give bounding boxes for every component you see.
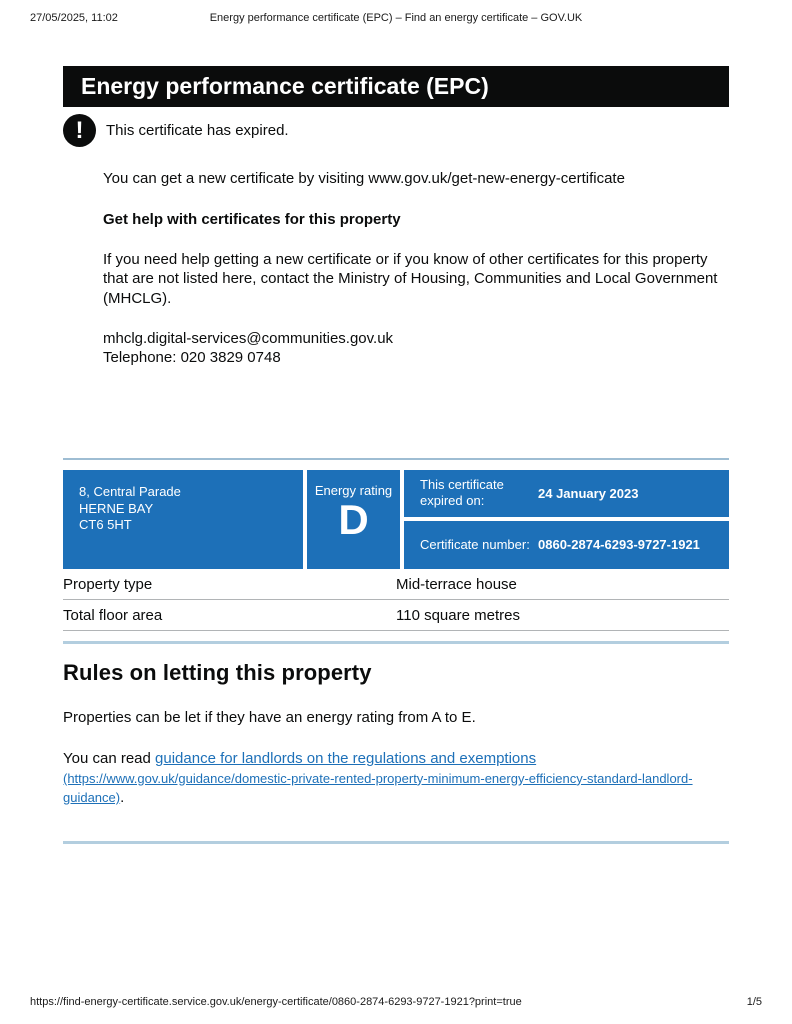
table-row <box>63 600 729 631</box>
section-divider <box>63 841 729 844</box>
print-source-url: https://find-energy-certificate.service.gov.uk/energy-certificate/0860-2874-6293-9727-1921?print=true <box>30 996 522 1008</box>
certificate-number-value: 0860-2874-6293-9727-1921 <box>538 537 700 553</box>
new-certificate-paragraph: You can get a new certificate by visiting www.gov.uk/get-new-energy-certificate <box>103 170 625 188</box>
print-page-number: 1/5 <box>746 996 762 1008</box>
contact-block <box>103 330 729 368</box>
expired-notice-text: This certificate has expired. <box>106 122 289 140</box>
property-type-value: Mid-terrace house <box>396 575 517 593</box>
property-address <box>63 470 303 569</box>
certificate-number-row <box>404 521 729 569</box>
contact-email: mhclg.digital-services@communities.gov.uk <box>103 330 394 348</box>
help-body-paragraph: If you need help getting a new certificate or if you know of other certificates for this property that are not listed here, contact the Ministry of Housing, Communities and Local Government (MHCLG). <box>103 250 718 307</box>
landlord-guidance-link-text: guidance for landlords on the regulations and exemptions <box>155 750 537 768</box>
rules-heading: Rules on letting this property <box>63 659 372 685</box>
rules-section <box>63 660 729 844</box>
rules-paragraph-1: Properties can be let if they have an energy rating from A to E. <box>63 708 476 726</box>
address-line-3: CT6 5HT <box>79 517 132 533</box>
table-row <box>63 569 729 600</box>
page-title-banner <box>63 66 729 107</box>
address-line-2: HERNE BAY <box>79 500 154 516</box>
browser-print-header <box>30 12 762 24</box>
print-datetime: 27/05/2025, 11:02 <box>30 12 118 24</box>
read-prefix-text: You can read <box>63 750 156 768</box>
rules-paragraph-2 <box>63 749 729 808</box>
floor-area-label: Total floor area <box>63 606 163 624</box>
read-suffix-text: . <box>120 789 125 807</box>
landlord-guidance-link[interactable] <box>63 750 693 806</box>
energy-rating-label: Energy rating <box>314 482 393 498</box>
address-line-1: 8, Central Parade <box>79 483 181 499</box>
certificate-details-cell <box>404 470 729 569</box>
property-details-table <box>63 569 729 631</box>
certificate-summary-section <box>63 458 729 644</box>
expiry-row <box>404 470 729 518</box>
expiry-date: 24 January 2023 <box>538 485 639 501</box>
floor-area-value: 110 square metres <box>396 606 520 624</box>
certificate-summary-box <box>63 470 729 569</box>
expiry-label: This certificate expired on: <box>420 477 504 509</box>
section-divider <box>63 641 729 644</box>
energy-rating-letter: D <box>338 495 369 543</box>
energy-rating-cell <box>307 470 400 569</box>
property-type-label: Property type <box>63 575 153 593</box>
certificate-number-label: Certificate number: <box>420 536 530 552</box>
get-help-heading: Get help with certificates for this property <box>103 210 401 228</box>
warning-exclamation-icon: ! <box>63 114 96 147</box>
browser-print-footer <box>30 996 762 1008</box>
print-document-title: Energy performance certificate (EPC) – Find an energy certificate – GOV.UK <box>209 12 583 24</box>
landlord-guidance-link-url: (https://www.gov.uk/guidance/domestic-private-rented-property-minimum-energy-efficiency-standard-landlord-guidance) <box>63 770 693 806</box>
expired-notice <box>63 114 729 147</box>
contact-telephone: Telephone: 020 3829 0748 <box>103 348 281 366</box>
page-title: Energy performance certificate (EPC) <box>81 73 489 99</box>
